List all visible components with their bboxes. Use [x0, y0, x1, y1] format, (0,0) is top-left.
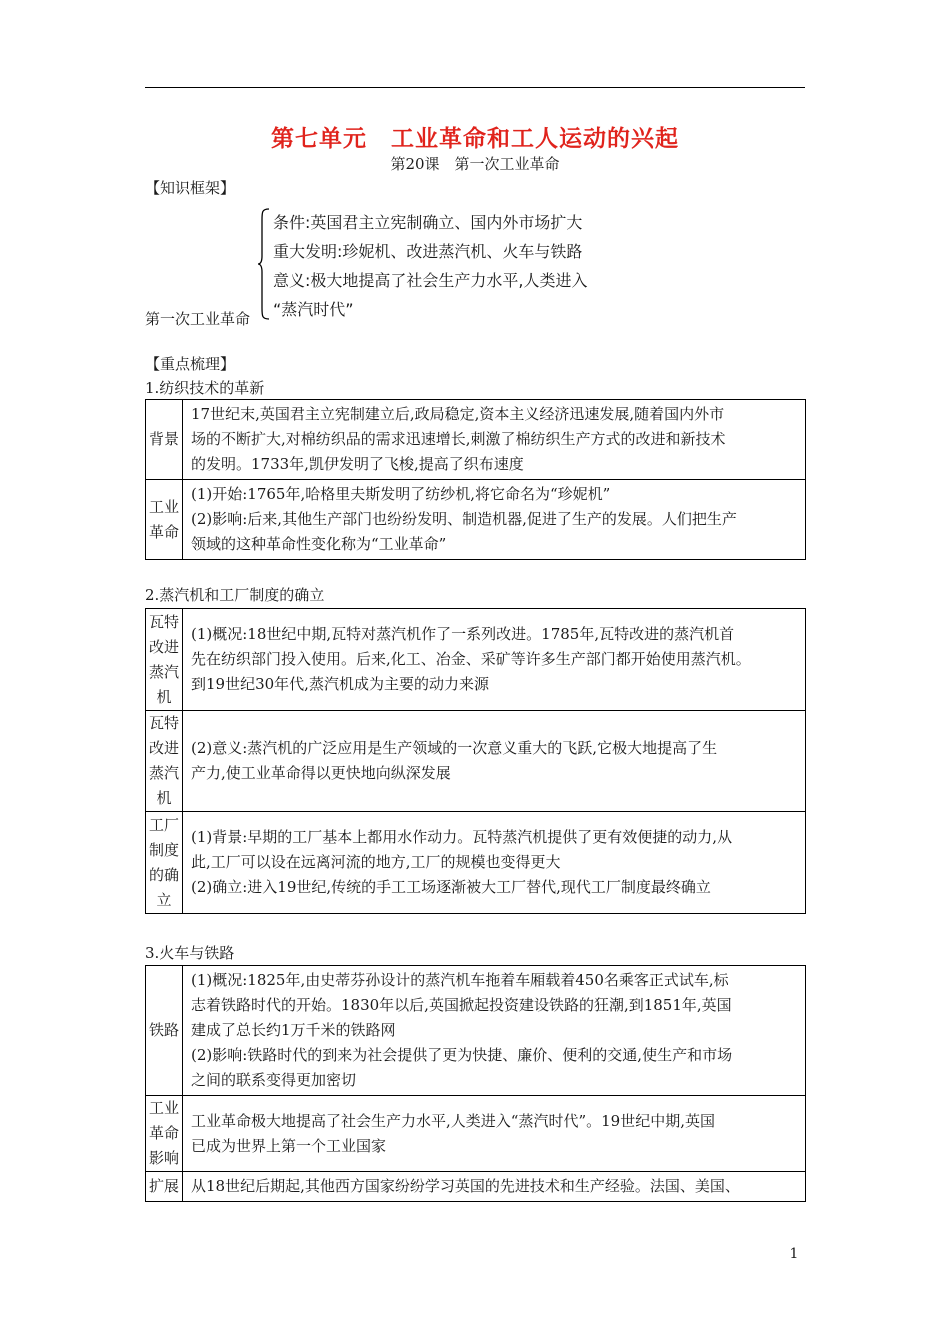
header-rule [145, 87, 805, 88]
row-content [183, 812, 806, 914]
content-line: 产力,使工业革命得以更快地向纵深发展 [191, 764, 451, 782]
content-line: (2)影响:铁路时代的到来为社会提供了更为快捷、廉价、便利的交通,使生产和市场 [191, 1046, 733, 1064]
section-title: 2.蒸汽机和工厂制度的确立 [145, 586, 325, 604]
table-row [146, 609, 806, 711]
content-line: 到19世纪30年代,蒸汽机成为主要的动力来源 [191, 675, 489, 693]
content-line: 领域的这种革命性变化称为“工业革命” [191, 535, 447, 553]
row-header: 工业革命影响 [146, 1096, 183, 1172]
content-line: 17世纪末,英国君主立宪制建立后,政局稳定,资本主义经济迅速发展,随着国内外市 [191, 405, 725, 423]
content-line: (2)意义:蒸汽机的广泛应用是生产领域的一次意义重大的飞跃,它极大地提高了生 [191, 739, 718, 757]
content-line: 先在纺织部门投入使用。后来,化工、冶金、采矿等许多生产部门都开始使用蒸汽机。 [191, 650, 751, 668]
content-line: 此,工厂可以设在远离河流的地方,工厂的规模也变得更大 [191, 853, 561, 871]
framework-line: 重大发明:珍妮机、改进蒸汽机、火车与铁路 [273, 242, 583, 261]
brace-icon [257, 208, 271, 320]
content-line: 志着铁路时代的开始。1830年以后,英国掀起投资建设铁路的狂潮,到1851年,英国 [191, 996, 732, 1014]
table-row [146, 1172, 806, 1202]
table-row [146, 812, 806, 914]
section-table [145, 399, 806, 560]
row-content [183, 1172, 806, 1202]
content-line: (1)概况:1825年,由史蒂芬孙设计的蒸汽机车拖着车厢载着450名乘客正式试车,标 [191, 971, 729, 989]
framework-line: 意义:极大地提高了社会生产力水平,人类进入 [273, 271, 588, 290]
section-table [145, 608, 806, 914]
table-row [146, 400, 806, 480]
content-line: (2)确立:进入19世纪,传统的手工工场逐渐被大工厂替代,现代工厂制度最终确立 [191, 878, 711, 896]
row-content [183, 711, 806, 812]
content-line: (1)背景:早期的工厂基本上都用水作动力。瓦特蒸汽机提供了更有效便捷的动力,从 [191, 828, 733, 846]
framework-root: 第一次工业革命 [145, 310, 251, 328]
key-points-label: 【重点梳理】 [145, 355, 236, 373]
content-line: 从18世纪后期起,其他西方国家纷纷学习英国的先进技术和生产经验。法国、美国、 [191, 1177, 740, 1195]
row-header: 工厂制度的确立 [146, 812, 183, 914]
section-title: 3.火车与铁路 [145, 944, 235, 962]
page-number: 1 [789, 1246, 799, 1262]
section-title: 1.纺织技术的革新 [145, 379, 265, 397]
content-line: (1)概况:18世纪中期,瓦特对蒸汽机作了一系列改进。1785年,瓦特改进的蒸汽机首 [191, 625, 735, 643]
framework-label: 【知识框架】 [145, 179, 236, 197]
content-line: 场的不断扩大,对棉纺织品的需求迅速增长,刺激了棉纺织生产方式的改进和新技术 [191, 430, 726, 448]
content-line: 之间的联系变得更加密切 [191, 1071, 357, 1089]
row-header: 扩展 [146, 1172, 183, 1202]
row-header: 铁路 [146, 966, 183, 1096]
framework-line: 条件:英国君主立宪制确立、国内外市场扩大 [273, 213, 583, 232]
content-line: 建成了总长约1万千米的铁路网 [191, 1021, 396, 1039]
content-line: (2)影响:后来,其他生产部门也纷纷发明、制造机器,促进了生产的发展。人们把生产 [191, 510, 737, 528]
row-content [183, 480, 806, 560]
framework-line: “蒸汽时代” [273, 300, 354, 319]
framework-branches [273, 208, 587, 324]
table-row [146, 1096, 806, 1172]
row-content [183, 609, 806, 711]
table-row [146, 480, 806, 560]
table-row [146, 711, 806, 812]
content-line: 工业革命极大地提高了社会生产力水平,人类进入“蒸汽时代”。19世纪中期,英国 [191, 1111, 715, 1130]
row-content [183, 400, 806, 480]
unit-title: 第七单元 工业革命和工人运动的兴起 [271, 126, 679, 152]
lesson-title: 第20课 第一次工业革命 [390, 155, 560, 173]
row-content [183, 1096, 806, 1172]
content-line: 的发明。1733年,凯伊发明了飞梭,提高了织布速度 [191, 455, 524, 473]
content-line: (1)开始:1765年,哈格里夫斯发明了纺纱机,将它命名为“珍妮机” [191, 485, 611, 503]
row-header: 瓦特改进蒸汽机 [146, 609, 183, 711]
row-header: 工业革命 [146, 480, 183, 560]
row-content [183, 966, 806, 1096]
table-row [146, 966, 806, 1096]
section-table [145, 965, 806, 1202]
row-header: 瓦特改进蒸汽机 [146, 711, 183, 812]
content-line: 已成为世界上第一个工业国家 [191, 1136, 387, 1155]
row-header: 背景 [146, 400, 183, 480]
